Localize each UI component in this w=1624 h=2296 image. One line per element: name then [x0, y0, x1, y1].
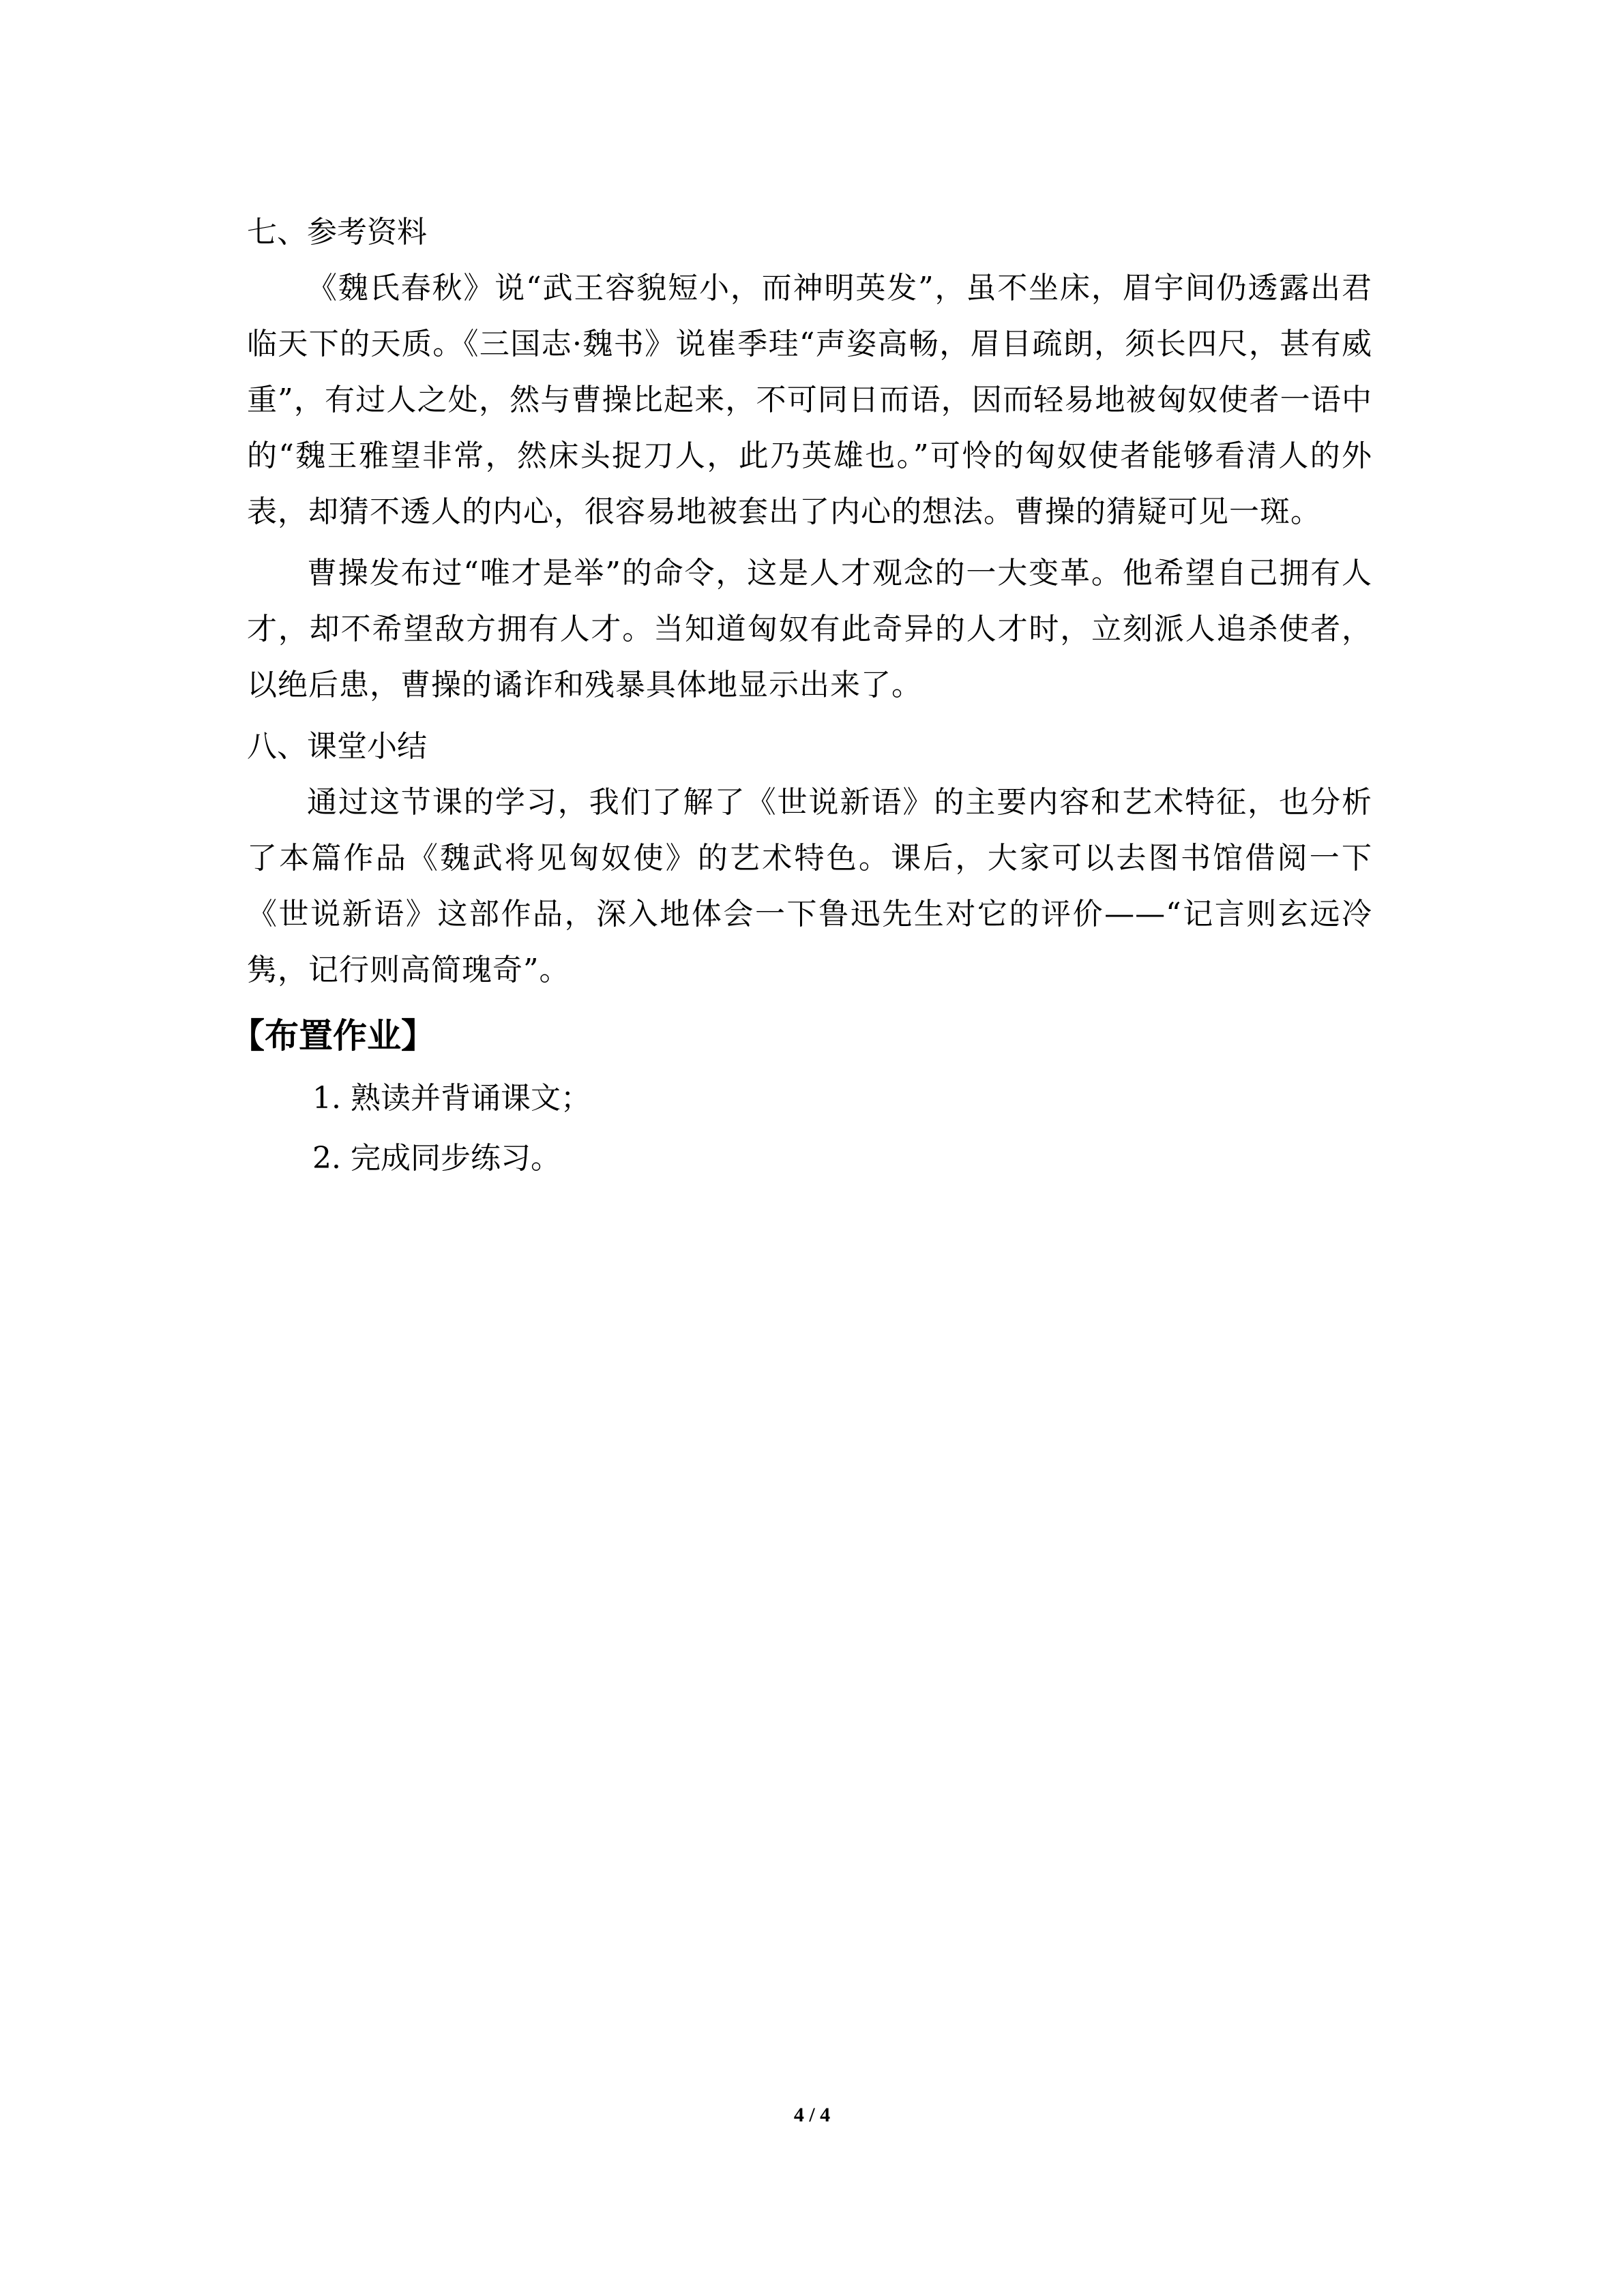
summary-paragraph: 通过这节课的学习，我们了解了《世说新语》的主要内容和艺术特征，也分析了本篇作品《魏武将见匈奴使》的艺术特色。课后，大家可以去图书馆借阅一下《世说新语》这部作品，深入地体会一下鲁迅先生对它的评价——“记言则玄远冷隽，记行则高简瑰奇”。 — [247, 785, 1372, 987]
page-number: 4 / 4 — [793, 2104, 831, 2126]
homework-title: 【布置作业】 — [231, 1016, 435, 1056]
reference-paragraph-2: 曹操发布过“唯才是举”的命令，这是人才观念的一大变革。他希望自己拥有人才，却不希望敌方拥有人才。当知道匈奴有此奇异的人才时，立刻派人追杀使者，以绝后患，曹操的谲诈和残暴具体地显示出来了。 — [247, 556, 1372, 702]
summary-heading: 八、课堂小结 — [247, 729, 427, 764]
reference-paragraph-1: 《魏氏春秋》说“武王容貌短小，而神明英发”，虽不坐床，眉宇间仍透露出君临天下的天质。《三国志·魏书》说崔季珪“声姿高畅，眉目疏朗，须长四尺，甚有威重”，有过人之处，然与曹操比起来，不可同日而语，因而轻易地被匈奴使者一语中的“魏王雅望非常，然床头捉刀人，此乃英雄也。”可怜的匈奴使者能够看清人的外表，却猜不透人的内心，很容易地被套出了内心的想法。曹操的猜疑可见一斑。 — [247, 271, 1372, 529]
page-content — [231, 205, 1372, 1191]
reference-heading: 七、参考资料 — [247, 215, 427, 250]
homework-item-1: 1. 熟读并背诵课文； — [312, 1081, 591, 1116]
homework-item-2: 2. 完成同步练习。 — [312, 1141, 561, 1176]
